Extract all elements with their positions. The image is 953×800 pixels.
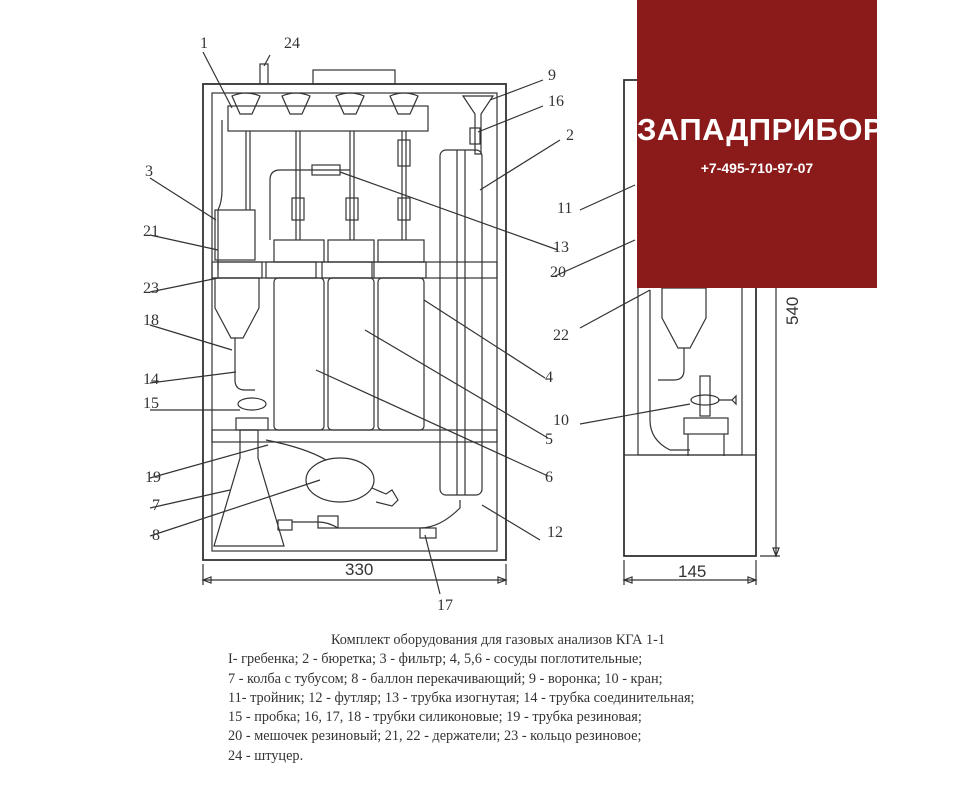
legend-line: 24 - штуцер. <box>228 747 304 764</box>
callout-10: 10 <box>553 412 569 429</box>
caption-legend <box>228 650 768 766</box>
legend-line: 7 - колба с тубусом; 8 - баллон перекачивающий; 9 - воронка; 10 - кран; <box>228 670 663 687</box>
callout-5: 5 <box>545 431 553 448</box>
brand-phone: +7-495-710-97-07 <box>700 160 814 176</box>
dimension-width-side: 145 <box>678 562 707 581</box>
callout-24: 24 <box>284 35 300 52</box>
figure-caption <box>228 631 768 766</box>
callout-12: 12 <box>547 524 563 541</box>
callout-18: 18 <box>143 312 159 329</box>
callout-15: 15 <box>143 395 159 412</box>
leader-lines <box>150 52 690 594</box>
callout-6: 6 <box>545 469 553 486</box>
legend-line: 15 - пробка; 16, 17, 18 - трубки силиконовые; 19 - трубка резиновая; <box>228 709 642 726</box>
dimension-width-front: 330 <box>345 560 374 579</box>
callout-4: 4 <box>545 369 553 386</box>
callout-8: 8 <box>152 527 160 544</box>
callout-2: 2 <box>566 127 574 144</box>
callout-19: 19 <box>145 469 161 486</box>
callout-14: 14 <box>143 371 159 388</box>
callout-16: 16 <box>548 93 564 110</box>
front-view <box>203 64 506 585</box>
legend-line: 20 - мешочек резиновый; 21, 22 - держатели; 23 - кольцо резиновое; <box>228 728 642 745</box>
dimension-height-side: 540 <box>783 296 802 325</box>
legend-line: I- гребенка; 2 - бюретка; 3 - фильтр; 4, 5,6 - сосуды поглотительные; <box>228 651 643 668</box>
callout-20: 20 <box>550 264 566 281</box>
legend-line: 11- тройник; 12 - футляр; 13 - трубка изогнутая; 14 - трубка соединительная; <box>228 689 695 706</box>
callout-1: 1 <box>200 35 208 52</box>
callout-3: 3 <box>145 163 153 180</box>
callout-22: 22 <box>553 327 569 344</box>
callout-21: 21 <box>143 223 159 240</box>
callout-17: 17 <box>437 597 453 614</box>
callout-23: 23 <box>143 280 159 297</box>
callout-13: 13 <box>553 239 569 256</box>
callout-7: 7 <box>152 497 160 514</box>
brand-name: ЗАПАДПРИБОР <box>637 112 885 147</box>
caption-title: Комплект оборудования для газовых анализов КГА 1-1 <box>330 632 666 648</box>
callout-labels <box>143 35 574 614</box>
brand-banner <box>637 0 885 288</box>
callout-9: 9 <box>548 67 556 84</box>
callout-11: 11 <box>557 200 573 217</box>
